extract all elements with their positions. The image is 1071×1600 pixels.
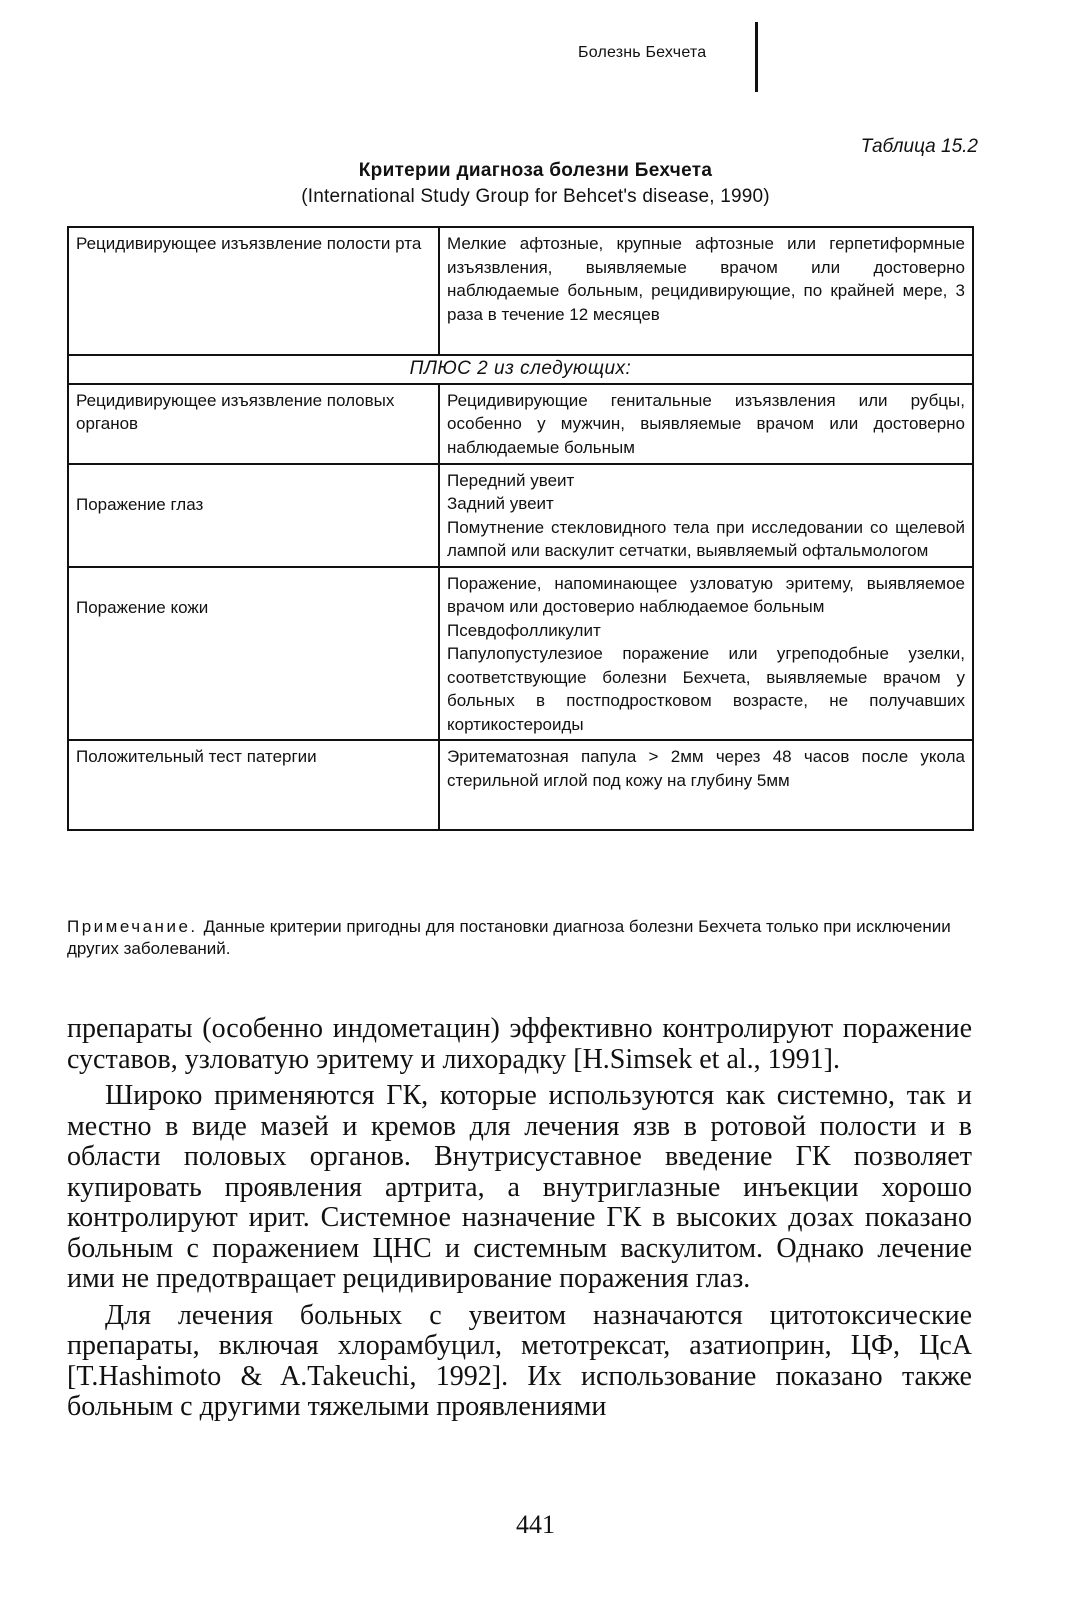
description-cell: Рецидивирующие генитальные изъязвления или рубцы, особенно у мужчин, выявляемые врачом или достоверно наблюдаемые больным xyxy=(439,384,973,464)
criterion-cell: Поражение кожи xyxy=(68,567,439,741)
table-number: Таблица 15.2 xyxy=(860,136,978,157)
description-line: Задний увеит xyxy=(447,494,554,513)
table-row xyxy=(68,384,973,464)
description-line: Поражение, напоминающее узловатую эритему, выявляемое врачом или достоверио наблюдаемое больным xyxy=(447,573,965,616)
criterion-cell: Положительный тест патергии xyxy=(68,740,439,830)
criterion-cell: Рецидивирующее изъязвление полости рта xyxy=(68,227,439,355)
table-subtitle: (International Study Group for Behcet's disease, 1990) xyxy=(301,186,770,207)
description-line: Псевдофолликулит xyxy=(447,620,601,640)
description-cell xyxy=(439,567,973,741)
criteria-table xyxy=(67,226,974,831)
description-line: Папулопустулезиое поражение или угреподобные узелки, соответствующие болезни Бехчета, выявляемые врачом у больных в постподростковом возрасте, не получавших кортикостероиды xyxy=(447,644,965,734)
criterion-cell: Поражение глаз xyxy=(68,464,439,567)
running-title: Болезнь Бехчета xyxy=(578,44,707,61)
paragraph: Для лечения больных с увеитом назначаются цитотоксические препараты, включая хлорамбуцил, метотрексат, азатиоприн, ЦФ, ЦсА [T.Hashimoto & A.Takeuchi, 1992]. Их использование показано также больным с другими тяжелыми проявлениями xyxy=(67,1299,972,1422)
header-rule xyxy=(755,22,758,92)
table-title: Критерии диагноза болезни Бехчета xyxy=(358,160,713,181)
criterion-cell: Рецидивирующее изъязвление половых органов xyxy=(68,384,439,464)
plus-row-text: ПЛЮС 2 из следующих: xyxy=(68,355,973,384)
note-text: Данные критерии пригодны для постановки диагноза болезни Бехчета только при исключении других заболеваний. xyxy=(67,917,951,958)
body-text xyxy=(67,1014,972,1429)
description-cell: Эритематозная папула > 2мм через 48 часов после укола стерильной иглой под кожу на глубину 5мм xyxy=(439,740,973,830)
description-line: Помутнение стекловидного тела при исследовании со щелевой лампой или васкулит сетчатки, выявляемый офтальмологом xyxy=(447,517,965,560)
description-line: Передний увеит xyxy=(447,470,575,490)
plus-row xyxy=(68,355,973,384)
table-row xyxy=(68,740,973,830)
paragraph: Широко применяются ГК, которые используются как системно, так и местно в виде мазей и кремов для лечения язв в ротовой полости и в области половых органов. Внутрисуставное введение ГК позволяет купировать проявления артрита, а внутриглазные инъекции хорошо контролируют ирит. Системное назначение ГК в высоких дозах показано больным с поражением ЦНС и системным васкулитом. Однако лечение ими не предотвращает рецидивирование поражения глаз. xyxy=(67,1080,972,1294)
description-cell: Мелкие афтозные, крупные афтозные или герпетиформные изъязвления, выявляемые врачом или достоверно наблюдаемые больным, рецидивирующие, по крайней мере, 3 раза в течение 12 месяцев xyxy=(439,227,973,355)
page-number: 441 xyxy=(516,1510,555,1539)
note-label: Примечание. xyxy=(67,917,198,936)
table-row xyxy=(68,227,973,355)
description-cell xyxy=(439,464,973,567)
table-row xyxy=(68,464,973,567)
table-row xyxy=(68,567,973,741)
table-note xyxy=(67,916,972,960)
paragraph: препараты (особенно индометацин) эффективно контролируют поражение суставов, узловатую эритему и лихорадку [H.Simsek et al., 1991]. xyxy=(67,1013,972,1075)
